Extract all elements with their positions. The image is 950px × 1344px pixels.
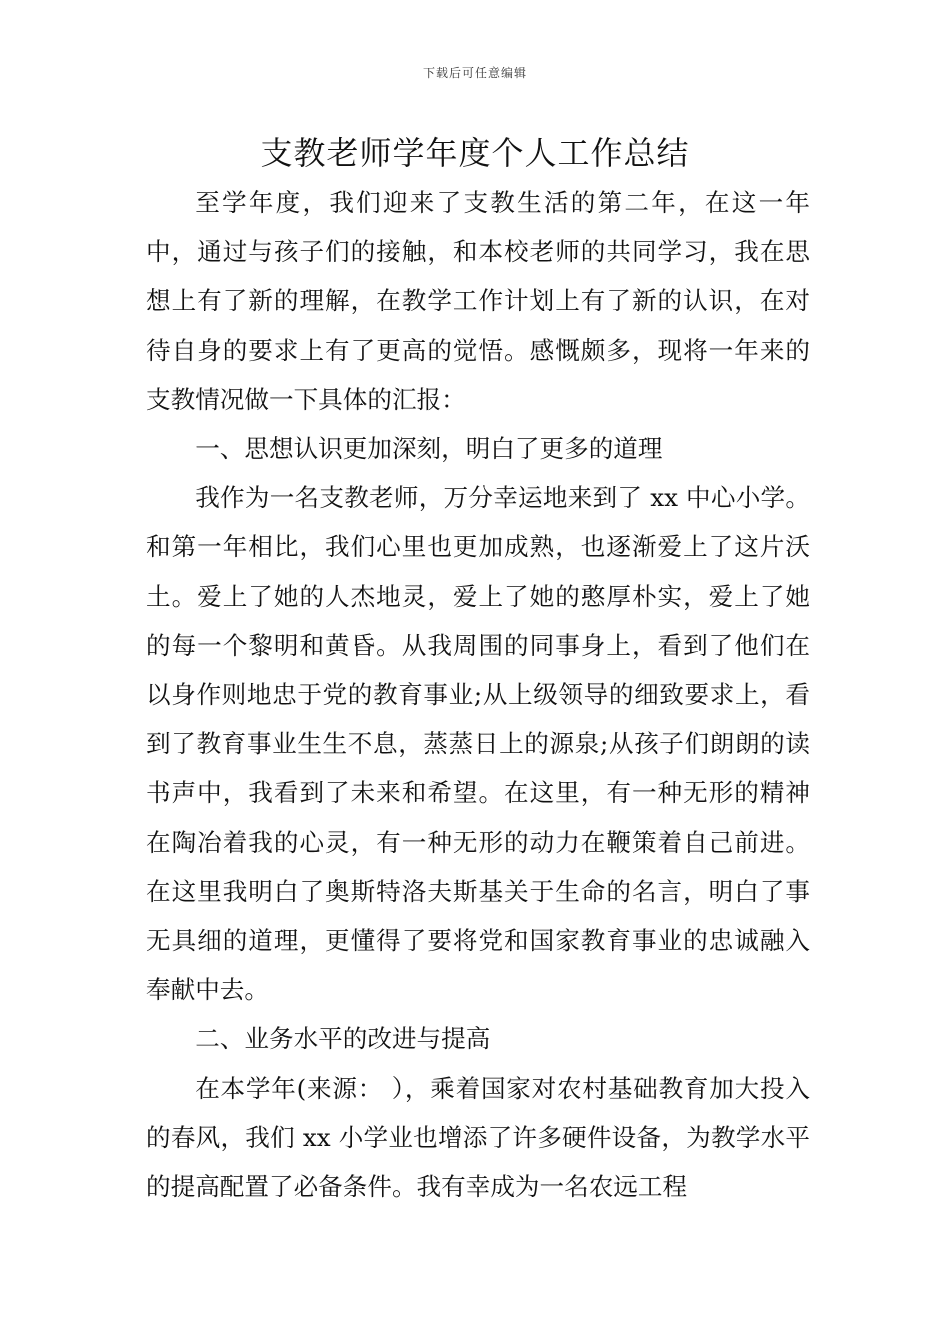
document-body [146, 178, 810, 1211]
section-heading-2: 二、业务水平的改进与提高 [195, 1024, 491, 1054]
paragraph-intro: 至学年度，我们迎来了支教生活的第二年，在这一年中，通过与孩子们的接触，和本校老师的共同学习，我在思想上有了新的理解，在教学工作计划上有了新的认识，在对待自身的要求上有了更高的觉悟。感慨颇多，现将一年来的支教情况做一下具体的汇报： [146, 188, 810, 414]
paragraph-section-1: 我作为一名支教老师，万分幸运地来到了 xx 中心小学。和第一年相比，我们心里也更加成熟，也逐渐爱上了这片沃土。爱上了她的人杰地灵，爱上了她的憨厚朴实，爱上了她的每一个黎明和黄昏。从我周围的同事身上，看到了他们在以身作则地忠于党的教育事业;从上级领导的细致要求上，看到了教育事业生生不息，蒸蒸日上的源泉;从孩子们朗朗的读书声中，我看到了未来和希望。在这里，有一种无形的精神在陶冶着我的心灵，有一种无形的动力在鞭策着自己前进。在这里我明白了奥斯特洛夫斯基关于生命的名言，明白了事无具细的道理，更懂得了要将党和国家教育事业的忠诚融入奉献中去。 [146, 483, 810, 1005]
header-note: 下载后可任意编辑 [422, 66, 527, 80]
section-heading-1: 一、思想认识更加深刻，明白了更多的道理 [195, 434, 663, 464]
document-title: 支教老师学年度个人工作总结 [260, 134, 690, 172]
paragraph-section-2: 在本学年(来源： ），乘着国家对农村基础教育加大投入的春风，我们 xx 小学业也增添了许多硬件设备，为教学水平的提高配置了必备条件。我有幸成为一名农远工程 [146, 1073, 810, 1202]
